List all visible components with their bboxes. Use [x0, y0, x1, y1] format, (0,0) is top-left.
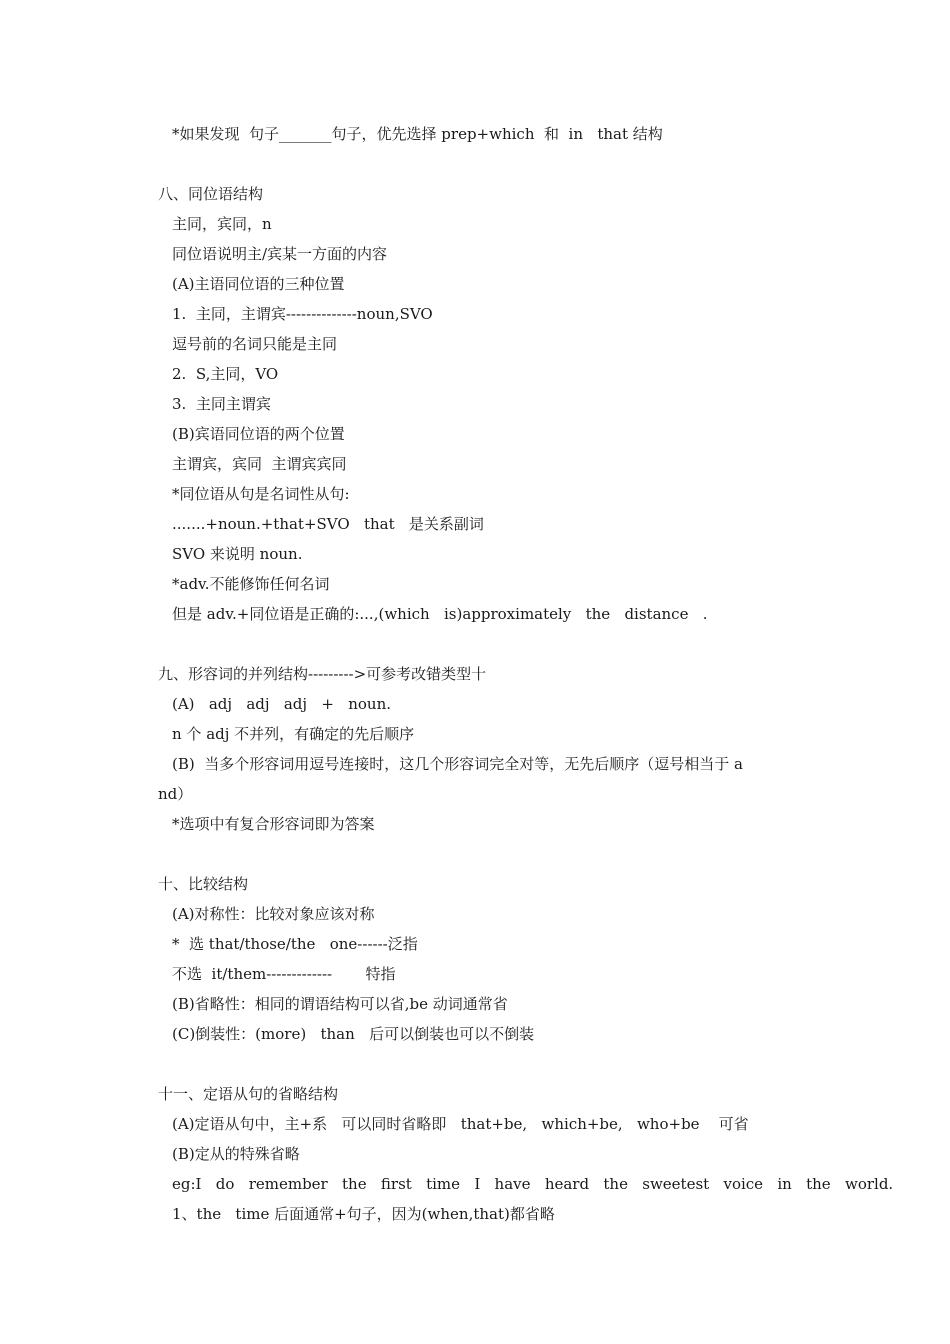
text-line: .......+noun.+that+SVO that 是关系副词 [172, 515, 484, 533]
section-heading: 八、同位语结构 [158, 185, 264, 203]
section-heading: 十一、定语从句的省略结构 [158, 1085, 339, 1103]
text-line: 1. 主同，主谓宾--------------noun,SVO [172, 305, 433, 323]
text-line: nd） [158, 785, 193, 803]
text-line: eg:I do remember the first time I have heard the sweetest voice in the world. [172, 1175, 894, 1193]
section-heading: 九、形容词的并列结构--------->可参考改错类型十 [158, 665, 487, 683]
text-line: (A)定语从句中，主+系 可以同时省略即 that+be, which+be, who+be 可省 [172, 1115, 749, 1133]
text-line: (A)主语同位语的三种位置 [172, 275, 345, 293]
text-line: (B)定从的特殊省略 [172, 1145, 300, 1163]
text-line: 2. S,主同，VO [172, 365, 279, 383]
text-line: 不选 it/them------------- 特指 [172, 965, 396, 983]
section-heading: 十、比较结构 [158, 875, 249, 893]
text-line: (B)省略性：相同的谓语结构可以省,be 动词通常省 [172, 995, 508, 1013]
text-line: (B) 当多个形容词用逗号连接时，这几个形容词完全对等，无先后顺序（逗号相当于 a [172, 755, 743, 773]
text-line: SVO 来说明 noun. [172, 545, 303, 563]
text-line: 主同，宾同，n [172, 215, 272, 233]
text-line: 逗号前的名词只能是主同 [172, 335, 338, 353]
text-line: (C)倒装性：(more) than 后可以倒装也可以不倒装 [172, 1025, 535, 1043]
text-line: n 个 adj 不并列，有确定的先后顺序 [172, 725, 415, 743]
text-line: (A)对称性：比较对象应该对称 [172, 905, 375, 923]
text-line: 1、the time 后面通常+句子，因为(when,that)都省略 [172, 1205, 555, 1223]
text-line: *adv.不能修饰任何名词 [172, 575, 330, 593]
text-line: (A) adj adj adj + noun. [172, 695, 391, 713]
text-line: *同位语从句是名词性从句: [172, 485, 350, 503]
text-line: 3. 主同主谓宾 [172, 395, 271, 413]
text-line: *如果发现 句子_______句子，优先选择 prep+which 和 in that 结构 [172, 125, 663, 143]
text-line: * 选 that/those/the one------泛指 [172, 935, 418, 953]
text-line: 主谓宾，宾同 主谓宾宾同 [172, 455, 347, 473]
text-line: 但是 adv.+同位语是正确的:...,(which is)approximately the distance . [172, 605, 708, 623]
text-line: (B)宾语同位语的两个位置 [172, 425, 345, 443]
text-line: *选项中有复合形容词即为答案 [172, 815, 375, 833]
text-line: 同位语说明主/宾某一方面的内容 [172, 245, 388, 263]
